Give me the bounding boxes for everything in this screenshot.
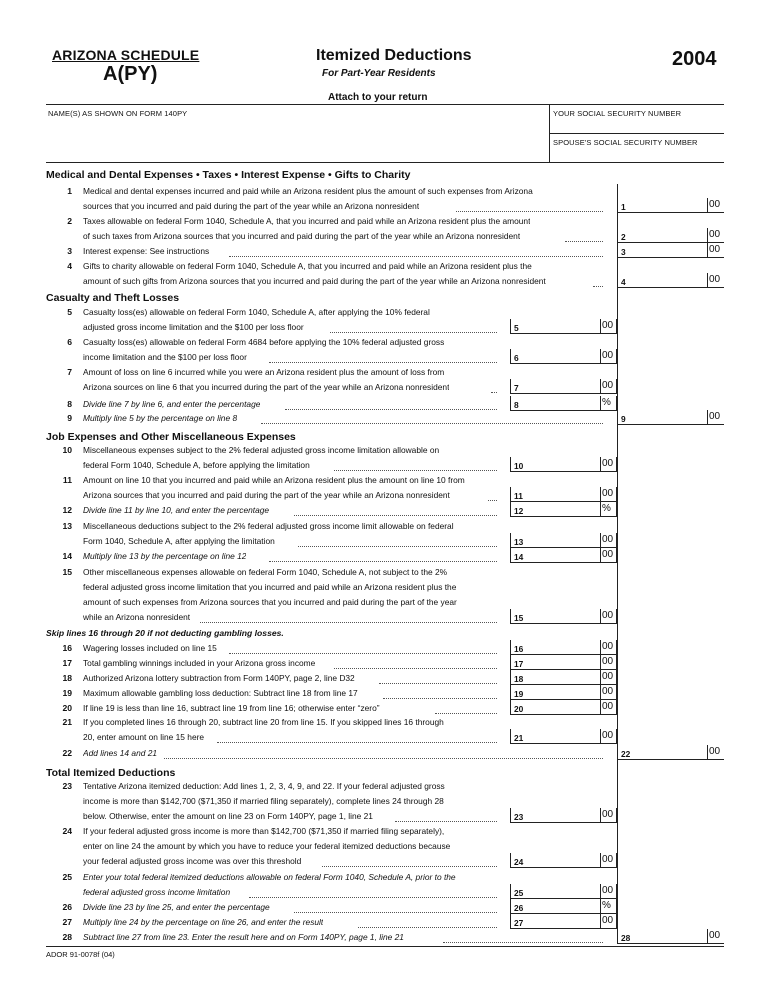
cents-divider bbox=[600, 685, 601, 700]
dot-leader bbox=[249, 897, 497, 898]
line-text: income is more than $142,700 ($71,350 if married filing separately), complete lines 24 through 28 bbox=[83, 796, 444, 806]
line-text: Divide line 7 by line 6, and enter the percentage bbox=[83, 399, 261, 409]
line-text: below. Otherwise, enter the amount on line 23 on Form 140PY, page 1, line 21 bbox=[83, 811, 373, 821]
box-number: 9 bbox=[621, 414, 626, 424]
box-number: 24 bbox=[514, 857, 524, 867]
divider bbox=[46, 162, 724, 163]
dot-leader bbox=[330, 332, 497, 333]
box-number: 22 bbox=[621, 749, 631, 759]
box-number: 10 bbox=[514, 461, 524, 471]
line-number: 12 bbox=[62, 505, 72, 515]
line-number: 1 bbox=[67, 186, 72, 196]
line-text: If your federal adjusted gross income is more than $142,700 ($71,350 if married filing separately), bbox=[83, 826, 445, 836]
cents-divider bbox=[707, 410, 708, 425]
cents-marker: 00 bbox=[709, 244, 721, 255]
line-number: 18 bbox=[62, 673, 72, 683]
dot-leader bbox=[164, 758, 603, 759]
cents-marker: 00 bbox=[602, 488, 614, 499]
box-number: 14 bbox=[514, 552, 524, 562]
line-number: 16 bbox=[62, 643, 72, 653]
dot-leader bbox=[298, 546, 497, 547]
line-number: 9 bbox=[67, 413, 72, 423]
line-number: 15 bbox=[62, 567, 72, 577]
cents-marker: 00 bbox=[709, 199, 721, 210]
cents-divider bbox=[600, 457, 601, 472]
dot-leader bbox=[229, 653, 497, 654]
cents-divider bbox=[600, 853, 601, 868]
line-text: Authorized Arizona lottery subtraction from Form 140PY, page 2, line D32 bbox=[83, 673, 355, 683]
line-text: Tentative Arizona itemized deduction: Add lines 1, 2, 3, 4, 9, and 22. If your federal adjusted gross bbox=[83, 781, 445, 791]
line-number: 13 bbox=[62, 521, 72, 531]
cents-marker: 00 bbox=[709, 930, 721, 941]
cents-divider bbox=[707, 273, 708, 288]
cents-marker: 00 bbox=[602, 701, 614, 712]
line-text: Wagering losses included on line 15 bbox=[83, 643, 217, 653]
line-text: enter on line 24 the amount by which you have to reduce your federal itemized deductions because bbox=[83, 841, 451, 851]
cents-marker: 00 bbox=[602, 686, 614, 697]
ssn-field-label: YOUR SOCIAL SECURITY NUMBER bbox=[553, 109, 682, 118]
cents-marker: 00 bbox=[602, 809, 614, 820]
divider bbox=[46, 946, 724, 947]
dot-leader bbox=[269, 561, 497, 562]
line-number: 21 bbox=[62, 717, 72, 727]
skip-instruction: Skip lines 16 through 20 if not deducting gambling losses. bbox=[46, 628, 284, 638]
line-text: Miscellaneous expenses subject to the 2% federal adjusted gross income limitation allowable on bbox=[83, 445, 440, 455]
section-heading-casualty: Casualty and Theft Losses bbox=[46, 292, 180, 304]
cents-divider bbox=[600, 729, 601, 744]
cents-marker: % bbox=[602, 397, 611, 408]
cents-marker: 00 bbox=[602, 885, 614, 896]
cents-marker: % bbox=[602, 503, 611, 514]
line-number: 3 bbox=[67, 246, 72, 256]
line-text: Subtract line 27 from line 23. Enter the result here and on Form 140PY, page 1, line 21 bbox=[83, 932, 404, 942]
line-text: Miscellaneous deductions subject to the 2% federal adjusted gross income limit allowable on federal bbox=[83, 521, 454, 531]
line-number: 23 bbox=[62, 781, 72, 791]
line-text: federal Form 1040, Schedule A, before applying the limitation bbox=[83, 460, 310, 470]
line-text: Form 1040, Schedule A, after applying the limitation bbox=[83, 536, 275, 546]
box-number: 26 bbox=[514, 903, 524, 913]
cents-divider bbox=[600, 640, 601, 655]
cents-divider bbox=[600, 349, 601, 364]
form-subtitle: For Part-Year Residents bbox=[322, 68, 436, 79]
section-heading-job: Job Expenses and Other Miscellaneous Expenses bbox=[46, 431, 296, 443]
cents-divider bbox=[600, 396, 601, 411]
dot-leader bbox=[488, 500, 497, 501]
line-number: 5 bbox=[67, 307, 72, 317]
box-number: 11 bbox=[514, 491, 523, 501]
box-number: 23 bbox=[514, 812, 524, 822]
dot-leader bbox=[435, 713, 497, 714]
dot-leader bbox=[285, 409, 497, 410]
cents-divider bbox=[707, 929, 708, 944]
schedule-subtitle: A(PY) bbox=[103, 63, 158, 85]
cents-divider bbox=[600, 670, 601, 685]
line-text: Other miscellaneous expenses allowable on federal Form 1040, Schedule A, not subject to the 2% bbox=[83, 567, 448, 577]
line-number: 20 bbox=[62, 703, 72, 713]
dot-leader bbox=[491, 392, 497, 393]
dot-leader bbox=[217, 742, 497, 743]
dot-leader bbox=[383, 698, 497, 699]
cents-divider bbox=[707, 228, 708, 243]
box-number: 20 bbox=[514, 704, 524, 714]
cents-divider bbox=[600, 548, 601, 563]
spouse-ssn-field-label: SPOUSE'S SOCIAL SECURITY NUMBER bbox=[553, 138, 698, 147]
dot-leader bbox=[456, 211, 603, 212]
cents-divider bbox=[600, 899, 601, 914]
dot-leader bbox=[269, 362, 497, 363]
line-text: 20, enter amount on line 15 here bbox=[83, 732, 205, 742]
line-text: Add lines 14 and 21 bbox=[83, 748, 158, 758]
line-text: Multiply line 24 by the percentage on line 26, and enter the result bbox=[83, 917, 324, 927]
line-text: federal adjusted gross income limitation that you incurred and paid while an Arizona resident plus the bbox=[83, 582, 457, 592]
cents-divider bbox=[600, 533, 601, 548]
section-heading-medical: Medical and Dental Expenses • Taxes • Interest Expense • Gifts to Charity bbox=[46, 169, 411, 181]
cents-divider bbox=[600, 487, 601, 502]
line-text: Interest expense: See instructions bbox=[83, 246, 210, 256]
cents-divider bbox=[600, 700, 601, 715]
dot-leader bbox=[395, 821, 497, 822]
box-number: 18 bbox=[514, 674, 524, 684]
schedule-title: ARIZONA SCHEDULE bbox=[52, 47, 200, 63]
form-code: ADOR 91-0078f (04) bbox=[46, 950, 115, 959]
line-number: 14 bbox=[62, 551, 72, 561]
cents-marker: % bbox=[602, 900, 611, 911]
names-field-label: NAME(S) AS SHOWN ON FORM 140PY bbox=[48, 109, 188, 118]
line-text: amount of such expenses from Arizona sources that you incurred and paid during the part of the year bbox=[83, 597, 457, 607]
box-number: 15 bbox=[514, 613, 524, 623]
cents-marker: 00 bbox=[602, 915, 614, 926]
line-text: Total gambling winnings included in your Arizona gross income bbox=[83, 658, 316, 668]
line-text: Gifts to charity allowable on federal Form 1040, Schedule A, that you incurred and paid while an Arizona resident plus the bbox=[83, 261, 532, 271]
cents-divider bbox=[600, 609, 601, 624]
box-number: 17 bbox=[514, 659, 524, 669]
cents-marker: 00 bbox=[709, 411, 721, 422]
dot-leader bbox=[358, 927, 497, 928]
dot-leader bbox=[229, 256, 603, 257]
divider bbox=[549, 133, 724, 134]
line-text: Taxes allowable on federal Form 1040, Schedule A, that you incurred and paid while an Arizona resident plus the amount bbox=[83, 216, 531, 226]
box-number: 25 bbox=[514, 888, 524, 898]
line-number: 11 bbox=[62, 475, 72, 485]
spouse-ssn-input[interactable] bbox=[552, 148, 722, 161]
box-number: 27 bbox=[514, 918, 524, 928]
line-number: 6 bbox=[67, 337, 72, 347]
line-text: Casualty loss(es) allowable on federal Form 4684 before applying the 10% federal adjusted gross bbox=[83, 337, 445, 347]
line-number: 27 bbox=[62, 917, 72, 927]
cents-marker: 00 bbox=[602, 534, 614, 545]
cents-divider bbox=[600, 319, 601, 334]
line-text: If you completed lines 16 through 20, subtract line 20 from line 15. If you skipped lines 16 through bbox=[83, 717, 444, 727]
dot-leader bbox=[334, 470, 497, 471]
line-text: amount of such gifts from Arizona sources that you incurred and paid during the part of the year while an Arizona nonresident bbox=[83, 276, 546, 286]
line-number: 24 bbox=[62, 826, 72, 836]
line-text: If line 19 is less than line 16, subtract line 19 from line 16; otherwise enter “zero” bbox=[83, 703, 380, 713]
cents-marker: 00 bbox=[602, 320, 614, 331]
cents-marker: 00 bbox=[602, 656, 614, 667]
cents-marker: 00 bbox=[709, 229, 721, 240]
ssn-input[interactable] bbox=[552, 119, 722, 133]
line-text: Arizona sources that you incurred and paid during the part of the year while an Arizona nonresident bbox=[83, 490, 450, 500]
right-column-rule bbox=[617, 184, 618, 944]
dot-leader bbox=[294, 912, 497, 913]
box-number: 8 bbox=[514, 400, 519, 410]
cents-divider bbox=[600, 884, 601, 899]
cents-marker: 00 bbox=[602, 641, 614, 652]
cents-marker: 00 bbox=[709, 746, 721, 757]
line-text: your federal adjusted gross income was over this threshold bbox=[83, 856, 302, 866]
line-text: Amount on line 10 that you incurred and paid while an Arizona resident plus the amount on line 10 from bbox=[83, 475, 465, 485]
line-text: Amount of loss on line 6 incurred while you were an Arizona resident plus the amount of loss from bbox=[83, 367, 445, 377]
cents-marker: 00 bbox=[602, 458, 614, 469]
cents-marker: 00 bbox=[602, 730, 614, 741]
dot-leader bbox=[565, 241, 603, 242]
box-number: 1 bbox=[621, 202, 626, 212]
dot-leader bbox=[334, 668, 497, 669]
section-heading-total: Total Itemized Deductions bbox=[46, 767, 176, 779]
box-number: 13 bbox=[514, 537, 524, 547]
line-text: while an Arizona nonresident bbox=[83, 612, 191, 622]
cents-divider bbox=[600, 379, 601, 394]
dot-leader bbox=[294, 515, 497, 516]
box-number: 2 bbox=[621, 232, 626, 242]
dot-leader bbox=[322, 866, 497, 867]
cents-marker: 00 bbox=[602, 854, 614, 865]
line-number: 19 bbox=[62, 688, 72, 698]
line-text: Multiply line 5 by the percentage on line 8 bbox=[83, 413, 238, 423]
line-text: Enter your total federal itemized deductions allowable on federal Form 1040, Schedule A, prior to the bbox=[83, 872, 456, 882]
line-number: 2 bbox=[67, 216, 72, 226]
dot-leader bbox=[200, 622, 497, 623]
box-number: 7 bbox=[514, 383, 519, 393]
box-number: 3 bbox=[621, 247, 626, 257]
line-text: Divide line 11 by line 10, and enter the percentage bbox=[83, 505, 270, 515]
tax-year: 2004 bbox=[672, 48, 717, 70]
line-number: 26 bbox=[62, 902, 72, 912]
line-number: 28 bbox=[62, 932, 72, 942]
box-number: 19 bbox=[514, 689, 524, 699]
line-number: 7 bbox=[67, 367, 72, 377]
dot-leader bbox=[593, 286, 603, 287]
cents-marker: 00 bbox=[602, 671, 614, 682]
box-number: 16 bbox=[514, 644, 524, 654]
names-input[interactable] bbox=[46, 120, 546, 162]
line-text: income limitation and the $100 per loss floor bbox=[83, 352, 247, 362]
cents-divider bbox=[600, 502, 601, 517]
box-number: 12 bbox=[514, 506, 524, 516]
box-number: 4 bbox=[621, 277, 626, 287]
dot-leader bbox=[261, 423, 603, 424]
line-text: Maximum allowable gambling loss deduction: Subtract line 18 from line 17 bbox=[83, 688, 358, 698]
line-text: Medical and dental expenses incurred and paid while an Arizona resident plus the amount of such expenses from Arizona bbox=[83, 186, 533, 196]
line-number: 17 bbox=[62, 658, 72, 668]
cents-marker: 00 bbox=[602, 610, 614, 621]
cents-divider bbox=[600, 655, 601, 670]
cents-divider bbox=[707, 198, 708, 213]
line-text: adjusted gross income limitation and the $100 per loss floor bbox=[83, 322, 304, 332]
line-number: 8 bbox=[67, 399, 72, 409]
cents-marker: 00 bbox=[709, 274, 721, 285]
cents-divider bbox=[707, 745, 708, 760]
line-text: federal adjusted gross income limitation bbox=[83, 887, 231, 897]
attach-note: Attach to your return bbox=[328, 92, 428, 103]
box-number: 6 bbox=[514, 353, 519, 363]
line-text: Multiply line 13 by the percentage on line 12 bbox=[83, 551, 247, 561]
line-number: 22 bbox=[62, 748, 72, 758]
cents-divider bbox=[600, 914, 601, 929]
box-number: 28 bbox=[621, 933, 631, 943]
line-text: Arizona sources on line 6 that you incurred during the part of the year while an Arizona nonresident bbox=[83, 382, 450, 392]
line-text: of such taxes from Arizona sources that you incurred and paid during the part of the year while an Arizona nonresident bbox=[83, 231, 521, 241]
cents-marker: 00 bbox=[602, 380, 614, 391]
dot-leader bbox=[443, 942, 603, 943]
line-text: sources that you incurred and paid during the part of the year while an Arizona nonresident bbox=[83, 201, 420, 211]
line-number: 4 bbox=[67, 261, 72, 271]
line-number: 10 bbox=[62, 445, 72, 455]
cents-marker: 00 bbox=[602, 549, 614, 560]
line-text: Casualty loss(es) allowable on federal Form 1040, Schedule A, after applying the 10% federal bbox=[83, 307, 430, 317]
form-title: Itemized Deductions bbox=[316, 47, 472, 64]
dot-leader bbox=[379, 683, 497, 684]
cents-marker: 00 bbox=[602, 350, 614, 361]
cents-divider bbox=[600, 808, 601, 823]
box-number: 5 bbox=[514, 323, 519, 333]
divider bbox=[46, 104, 724, 105]
cents-divider bbox=[707, 243, 708, 258]
box-number: 21 bbox=[514, 733, 524, 743]
line-number: 25 bbox=[62, 872, 72, 882]
line-text: Divide line 23 by line 25, and enter the percentage bbox=[83, 902, 270, 912]
